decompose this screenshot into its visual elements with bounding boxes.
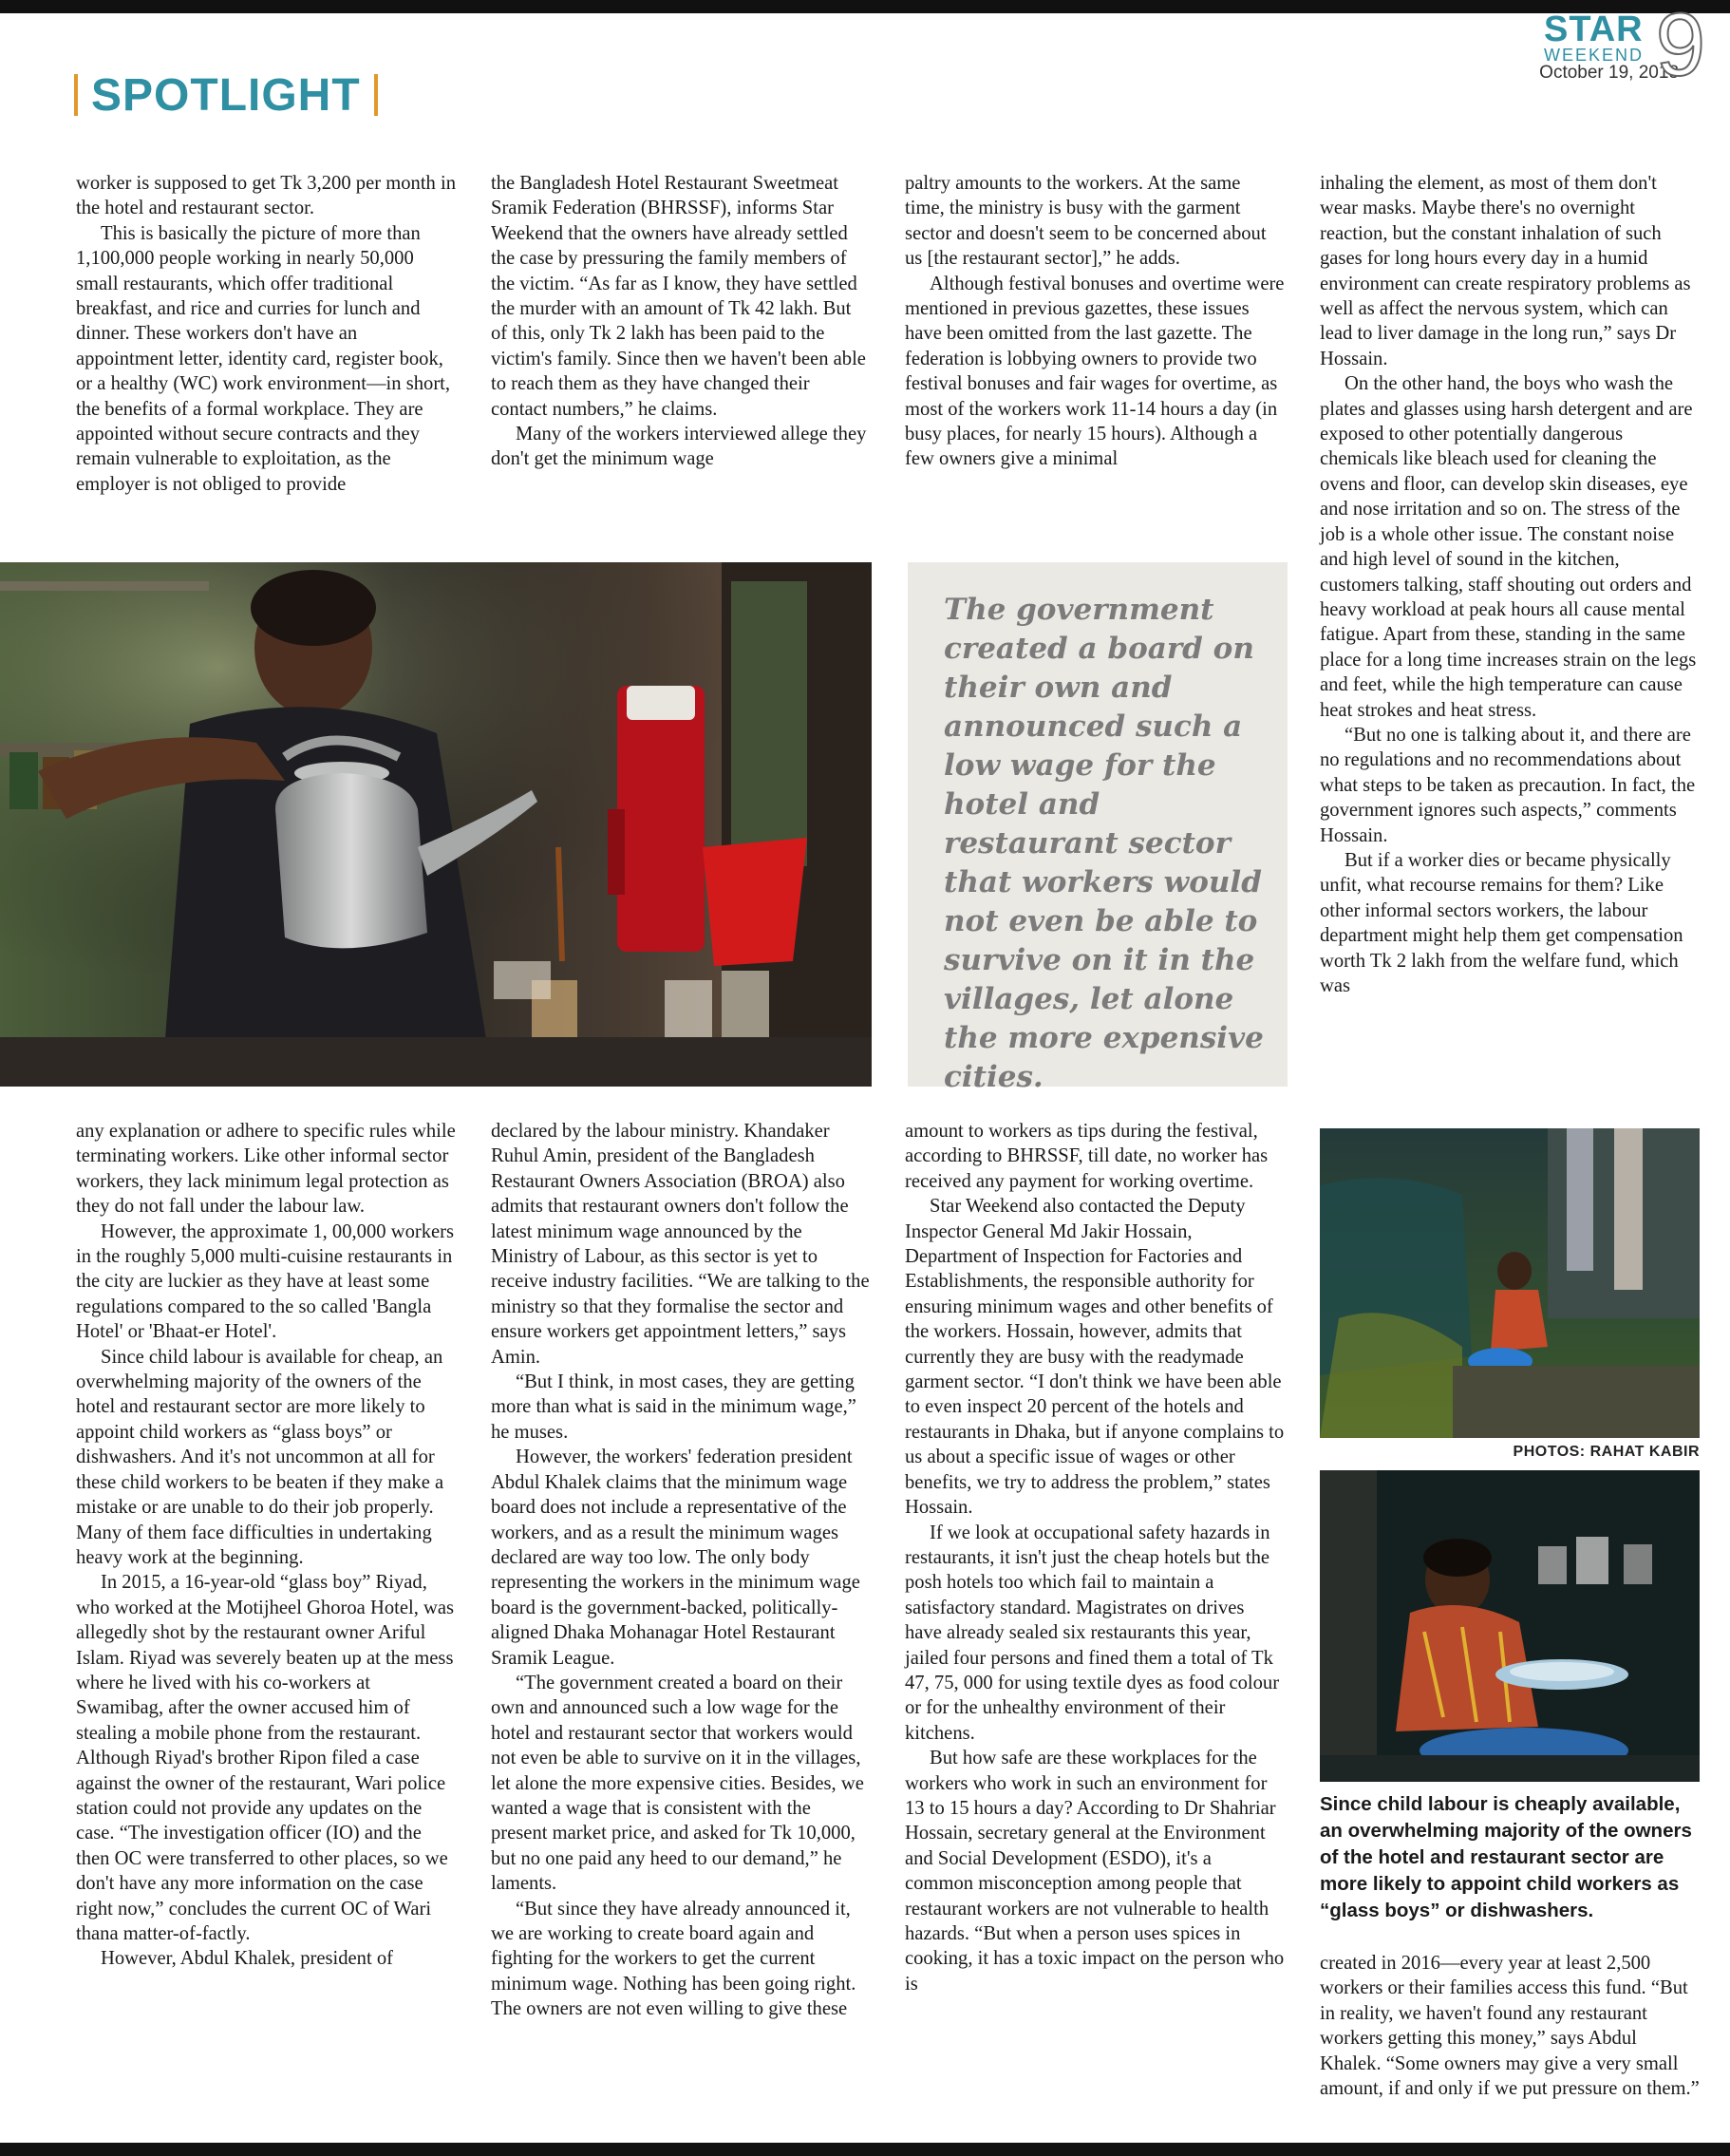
- masthead-star: STAR: [1544, 9, 1644, 49]
- paragraph: paltry amounts to the workers. At the same time, the ministry is busy with the garment sector and doesn't seem to be concerned about us [the restaurant sector],” he adds.: [905, 173, 1267, 270]
- photo-caption: Since child labour is cheaply available, an overwhelming majority of the owners of the hotel and restaurant sector are more likely to appoint child workers as “glass boys” or dishwashers.: [1320, 1793, 1692, 1921]
- section-header: [74, 66, 391, 123]
- bottom-column-4: [1320, 1951, 1700, 2101]
- paragraph: “But since they have already announced it, we are working to create board again and fighting for the workers to get the current minimum wage. Nothing has been going right. The owners are not even willing to give these: [491, 1898, 856, 2020]
- top-column-2: [491, 171, 871, 472]
- bottom-column-1: [76, 1119, 456, 1972]
- paragraph: In 2015, a 16-year-old “glass boy” Riyad, who worked at the Motijheel Ghoroa Hotel, was allegedly shot by the restaurant owner Ariful Islam. Riyad was severely beaten up at the mess where he lived with his co-workers at Swamibag, after the owner accused him of stealing a mobile phone from the restaurant. Although Riyad's brother Ripon filed a case against the owner of the restaurant, Wari police station could not provide any updates on the case. “The investigation officer (IO) and the then OC were transferred to other places, so we don't have any more information on the case right now,” concludes the current OC of Wari thana matter-of-factly.: [76, 1572, 455, 1944]
- masthead-weekend: WEEKEND: [1544, 46, 1645, 65]
- paragraph: If we look at occupational safety hazards in restaurants, it isn't just the cheap hotels but the posh hotels too which fail to maintain a satisfactory standard. Magistrates on drives have already sealed six restaurants this year, jailed four persons and fined them a total of Tk 47, 75, 000 for using textile dyes as food colour or for the unhealthy environment of their kitchens.: [905, 1522, 1280, 1744]
- paragraph: This is basically the picture of more than 1,100,000 people working in nearly 50,000 small restaurants, which offer traditional breakfast, and rice and curries for lunch and dinner. These workers don't have an appointment letter, identity card, register book, or a healthy (WC) work environment—in short, the benefits of a formal workplace. They are appointed without secure contracts and they remain vulnerable to exploitation, as the employer is not obliged to provide: [76, 222, 451, 495]
- alley-washing-photo: [1320, 1128, 1700, 1438]
- paragraph: worker is supposed to get Tk 3,200 per month in the hotel and restaurant sector.: [76, 173, 457, 219]
- pull-quote-text: The government created a board on their own and announced such a low wage for the hotel and restaurant sector that workers would not even be able to survive on it in the villages, let alone the more expensive cities.: [944, 593, 1264, 1094]
- bottom-column-3: [905, 1119, 1285, 1996]
- column-4: [1320, 171, 1700, 998]
- paragraph: However, Abdul Khalek, president of: [101, 1948, 394, 1970]
- side-photo-2: [1320, 1470, 1700, 1782]
- top-border: [0, 0, 1730, 13]
- paragraph: However, the workers' federation president Abdul Khalek claims that the minimum wage board does not include a representative of the workers, and as a result the minimum wages declared are way too low. The only body representing the workers in the minimum wage board is the government-backed, politically-aligned Dhaka Mohanagar Hotel Restaurant Sramik League.: [491, 1447, 860, 1669]
- paragraph: the Bangladesh Hotel Restaurant Sweetmeat Sramik Federation (BHRSSF), informs Star Weekend that the owners have already settled the case by pressuring the family members of the victim. “As far as I know, they have settled the murder with an amount of Tk 42 lakh. But of this, only Tk 2 lakh has been paid to the victim's family. Since then we haven't been able to reach them as they have changed their contact numbers,” he claims.: [491, 173, 866, 420]
- paragraph: Although festival bonuses and overtime were mentioned in previous gazettes, these issues have been omitted from the last gazette. The federation is lobbying owners to provide two festival bonuses and fair wages for overtime, as most of the workers work 11-14 hours a day (in busy places, for nearly 15 hours). Although a few owners give a minimal: [905, 273, 1285, 470]
- paragraph: “But I think, in most cases, they are getting more than what is said in the minimum wage,” he muses.: [491, 1371, 856, 1443]
- paragraph: But if a worker dies or became physically unfit, what recourse remains for them? Like other informal sectors workers, the labour department might help them get compensation worth Tk 2 lakh from the welfare fund, which was: [1320, 849, 1683, 996]
- masthead: [1515, 0, 1705, 94]
- paragraph: Since child labour is available for cheap, an overwhelming majority of the owners of the hotel and restaurant sector are more likely to appoint child workers as “glass boys” or dishwashers. And it's not uncommon at all for these child workers to be beaten if they make a mistake or are unable to do their job properly. Many of them face difficulties in undertaking heavy work at the beginning.: [76, 1346, 444, 1568]
- top-column-1: [76, 171, 456, 497]
- paragraph: created in 2016—every year at least 2,500 workers or their families access this fund. “But in reality, we haven't found any restaurant workers getting this money,” says Abdul Khalek. “Some owners may give a very small amount, if and only if we put pressure on them.”: [1320, 1953, 1700, 2100]
- issue-date: October 19, 2018: [1539, 63, 1679, 83]
- paragraph: declared by the labour ministry. Khandaker Ruhul Amin, president of the Bangladesh Restaurant Owners Association (BROA) also admits that restaurant owners don't follow the latest minimum wage announced by the Ministry of Labour, as this sector is yet to receive industry facilities. “We are talking to the ministry so that they formalise the sector and ensure workers get appointment letters,” says Amin.: [491, 1121, 870, 1368]
- top-column-3: [905, 171, 1285, 472]
- bottom-column-2: [491, 1119, 871, 2022]
- paragraph: “But no one is talking about it, and there are no regulations and no recommendations about what steps to be taken as precaution. In fact, the government ignores such aspects,” comments Hossain.: [1320, 724, 1696, 846]
- paragraph: Many of the workers interviewed allege they don't get the minimum wage: [491, 424, 867, 470]
- bottom-border: [0, 2143, 1730, 2156]
- pull-quote: [908, 562, 1288, 1094]
- paragraph: inhaling the element, as most of them don't wear masks. Maybe there's no overnight reaction, but the constant inhalation of such gases for long hours every day in a humid environment can create respiratory problems as well as affect the nervous system, which can lead to liver damage in the long run,” says Dr Hossain.: [1320, 173, 1691, 369]
- side-photo-1: [1320, 1128, 1700, 1438]
- boy-plate-photo: [1320, 1470, 1700, 1782]
- section-bar-right: [374, 74, 378, 116]
- paragraph: “The government created a board on their own and announced such a low wage for the hotel and restaurant sector that workers would not even be able to survive on it in the villages, let alone the more expensive cities. Besides, we wanted a wage that is consistent with the present market price, and asked for Tk 10,000, but no one paid any heed to our demand,” he laments.: [491, 1672, 864, 1895]
- photo-credit: PHOTOS: RAHAT KABIR: [1513, 1444, 1700, 1460]
- section-title: SPOTLIGHT: [91, 69, 361, 121]
- paragraph: Star Weekend also contacted the Deputy Inspector General Md Jakir Hossain, Department of Inspection for Factories and Establishments, the responsible authority for ensuring minimum wages and other benefits of the workers. Hossain, however, admits that currently they are busy with the readymade garment sector. “I don't think we have been able to even inspect 20 percent of the hotels and restaurants in Dhaka, but if anyone complains to us about a specific issue of wages or other benefits, we try to address the problem,” states Hossain.: [905, 1196, 1285, 1519]
- paragraph: any explanation or adhere to specific rules while terminating workers. Like other informal sector workers, they lack minimum legal protection as they do not fall under the labour law.: [76, 1121, 456, 1218]
- section-bar-left: [74, 74, 78, 116]
- paragraph: On the other hand, the boys who wash the plates and glasses using harsh detergent and are exposed to other potentially dangerous chemicals like bleach used for cleaning the ovens and floor, can develop skin diseases, eye and nose irritation and so on. The stress of the job is a whole other issue. The constant noise and high level of sound in the kitchen, customers talking, staff shouting out orders and heavy workload at peak hours all cause mental fatigue. Apart from these, standing in the same place for a long time increases strain on the legs and feet, while the high temperature can cause heat strokes and heat stress.: [1320, 373, 1697, 721]
- paragraph: amount to workers as tips during the festival, according to BHRSSF, till date, no worker has received any payment for working overtime.: [905, 1121, 1269, 1192]
- tea-boy-photo: [0, 562, 872, 1087]
- paragraph: But how safe are these workplaces for the workers who work in such an environment for 13 to 15 hours a day? According to Dr Shahriar Hossain, secretary general at the Environment and Social Development (ESDO), it's a common misconception among people that restaurant workers are not vulnerable to health hazards. “But when a person uses spices in cooking, it has a toxic impact on the person who is: [905, 1748, 1285, 1995]
- main-photo: [0, 562, 872, 1087]
- page-number: 9: [1655, 0, 1705, 94]
- paragraph: However, the approximate 1, 00,000 workers in the roughly 5,000 multi-cuisine restaurants in the city are luckier as they have at least some regulations compared to the so called 'Bangla Hotel' or 'Bhaat-er Hotel'.: [76, 1220, 455, 1343]
